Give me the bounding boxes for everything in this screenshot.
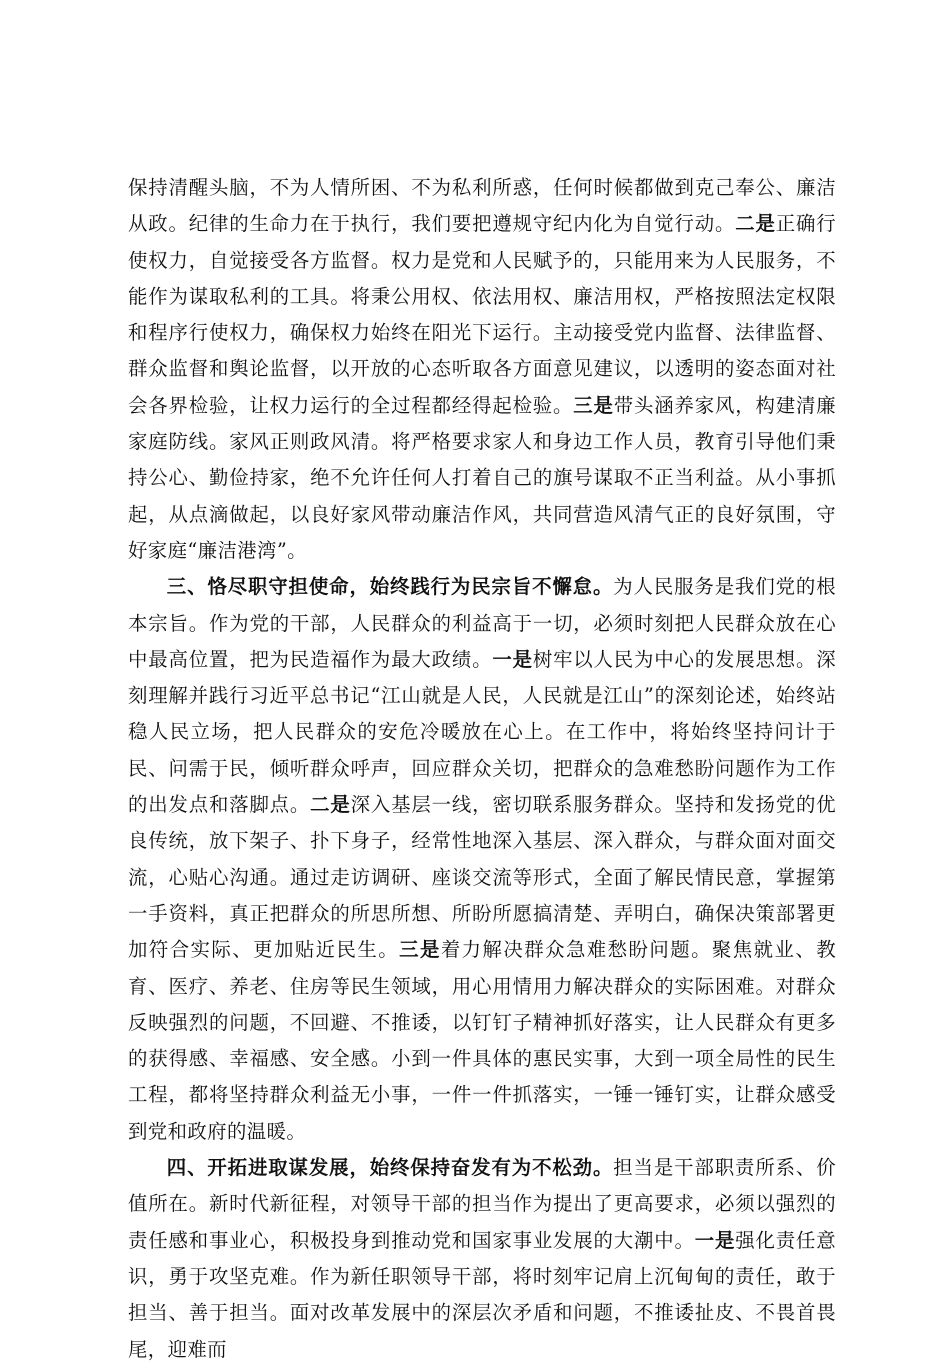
paragraph-section-four [128, 1150, 836, 1368]
paragraph-section-three [128, 569, 836, 1150]
bold-marker: 二是 [310, 793, 351, 817]
paragraph-integrity [128, 170, 836, 569]
bold-marker: 二是 [735, 212, 776, 236]
bold-marker: 三是 [573, 393, 614, 417]
text-run: 深入基层一线，密切联系服务群众。坚持和发扬党的优良传统，放下架子、扑下身子，经常性地深入基层、深入群众，与群众面对面交流，心贴心沟通。通过走访调研、座谈交流等形式，全面了解民情民意，掌握第一手资料，真正把群众的所思所想、所盼所愿搞清楚、弄明白，确保决策部署更加符合实际、更加贴近民生。 [128, 793, 836, 962]
text-run: 担当是干部职责所系、价值所在。新时代新征程，对领导干部的担当作为提出了更高要求，必须以强烈的责任感和事业心，积极投身到推动党和国家事业发展的大潮中。 [128, 1156, 836, 1252]
text-run: 着力解决群众急难愁盼问题。聚焦就业、教育、医疗、养老、住房等民生领域，用心用情用力解决群众的实际困难。对群众反映强烈的问题，不回避、不推诿，以钉钉子精神抓好落实，让人民群众有更多的获得感、幸福感、安全感。小到一件具体的惠民实事，大到一项全局性的民生工程，都将坚持群众利益无小事，一件一件抓落实，一锤一锤钉实，让群众感受到党和政府的温暖。 [128, 938, 836, 1143]
section-heading: 四、开拓进取谋发展，始终保持奋发有为不松劲。 [166, 1156, 614, 1180]
bold-marker: 一是 [694, 1228, 736, 1252]
text-run: 带头涵养家风，构建清廉家庭防线。家风正则政风清。将严格要求家人和身边工作人员，教育引导他们秉持公心、勤俭持家，绝不允许任何人打着自己的旗号谋取不正当利益。从小事抓起，从点滴做起，以良好家风带动廉洁作风，共同营造风清气正的良好氛围，守好家庭“廉洁港湾”。 [128, 393, 836, 562]
text-run: 为人民服务是我们党的根本宗旨。作为党的干部，人民群众的利益高于一切，必须时刻把人民群众放在心中最高位置，把为民造福作为最大政绩。 [128, 575, 836, 671]
bold-marker: 一是 [492, 647, 533, 671]
text-run: 正确行使权力，自觉接受各方监督。权力是党和人民赋予的，只能用来为人民服务，不能作为谋取私利的工具。将秉公用权、依法用权、廉洁用权，严格按照法定权限和程序行使权力，确保权力始终在阳光下运行。主动接受党内监督、法律监督、群众监督和舆论监督，以开放的心态听取各方面意见建议，以透明的姿态面对社会各界检验，让权力运行的全过程都经得起检验。 [128, 212, 836, 417]
text-run: 保持清醒头脑，不为人情所困、不为私利所惑，任何时候都做到克己奉公、廉洁从政。纪律的生命力在于执行，我们要把遵规守纪内化为自觉行动。 [128, 176, 836, 236]
text-run: 树牢以人民为中心的发展思想。深刻理解并践行习近平总书记“江山就是人民，人民就是江山”的深刻论述，始终站稳人民立场，把人民群众的安危冷暖放在心上。在工作中，将始终坚持问计于民、问需于民，倾听群众呼声，回应群众关切，把群众的急难愁盼问题作为工作的出发点和落脚点。 [128, 647, 836, 817]
bold-marker: 三是 [399, 938, 441, 962]
section-heading: 三、恪尽职守担使命，始终践行为民宗旨不懈怠。 [166, 575, 614, 599]
body-text [128, 170, 836, 1368]
text-run: 强化责任意识，勇于攻坚克难。作为新任职领导干部，将时刻牢记肩上沉甸甸的责任，敢于担当、善于担当。面对改革发展中的深层次矛盾和问题，不推诿扯皮、不畏首畏尾，迎难而 [128, 1228, 836, 1361]
